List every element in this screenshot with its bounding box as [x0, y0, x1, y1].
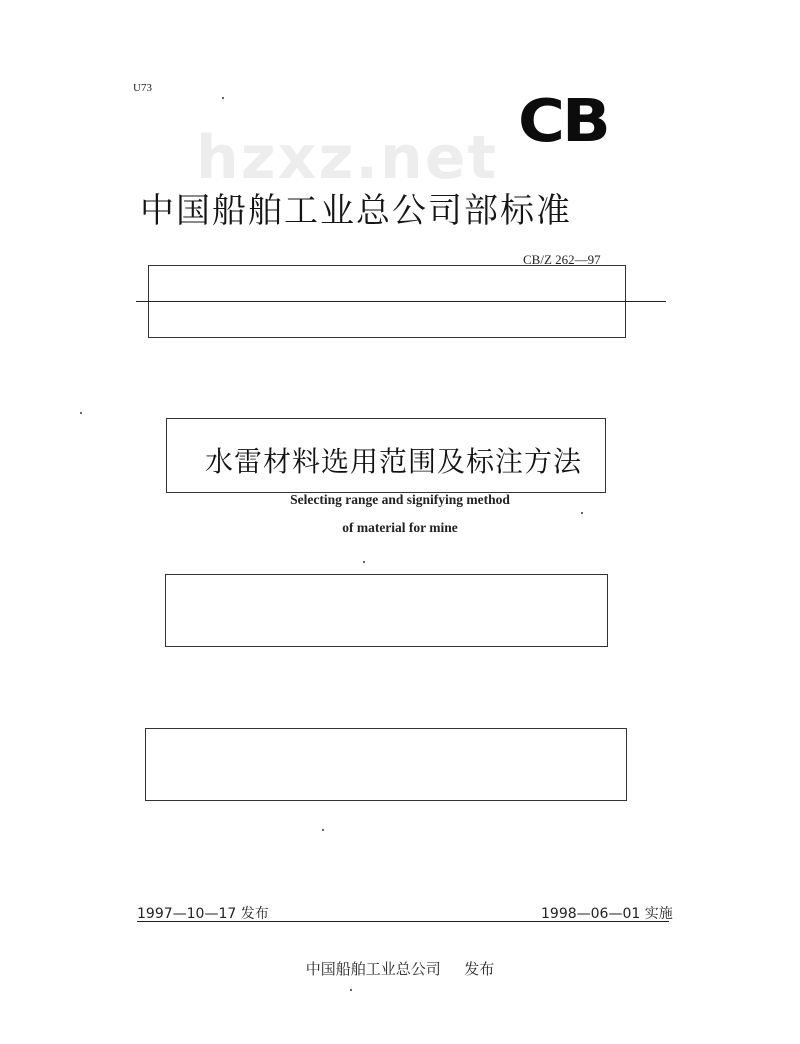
english-title-line-1: Selecting range and signifying method [290, 492, 510, 507]
standard-number: CB/Z 262—97 [523, 252, 601, 267]
scan-speck [322, 829, 324, 831]
org-title: 中国船舶工业总公司部标准 [140, 191, 572, 231]
cb-logo: CB [518, 87, 608, 156]
blank-frame-1 [165, 574, 608, 647]
english-title-line-2: of material for mine [342, 520, 458, 535]
watermark: hzxz.net [196, 123, 499, 193]
classification-code: U73 [133, 82, 152, 94]
blank-frame-2 [145, 728, 627, 801]
scan-speck [581, 512, 583, 514]
header-rule [136, 301, 666, 302]
publisher [0, 958, 800, 979]
english-title [166, 486, 634, 542]
publisher-org: 中国船舶工业总公司 [305, 960, 441, 978]
scan-speck [80, 412, 82, 414]
chinese-title: 水雷材料选用范围及标注方法 [205, 445, 583, 478]
publisher-action: 发布 [464, 960, 495, 978]
scan-speck [222, 97, 224, 99]
issue-date: 1997—10—17 发布 [137, 906, 269, 922]
scan-speck [363, 561, 365, 563]
footer-rule [137, 921, 669, 922]
scan-speck [350, 989, 352, 991]
effective-date: 1998—06—01 实施 [541, 906, 673, 922]
